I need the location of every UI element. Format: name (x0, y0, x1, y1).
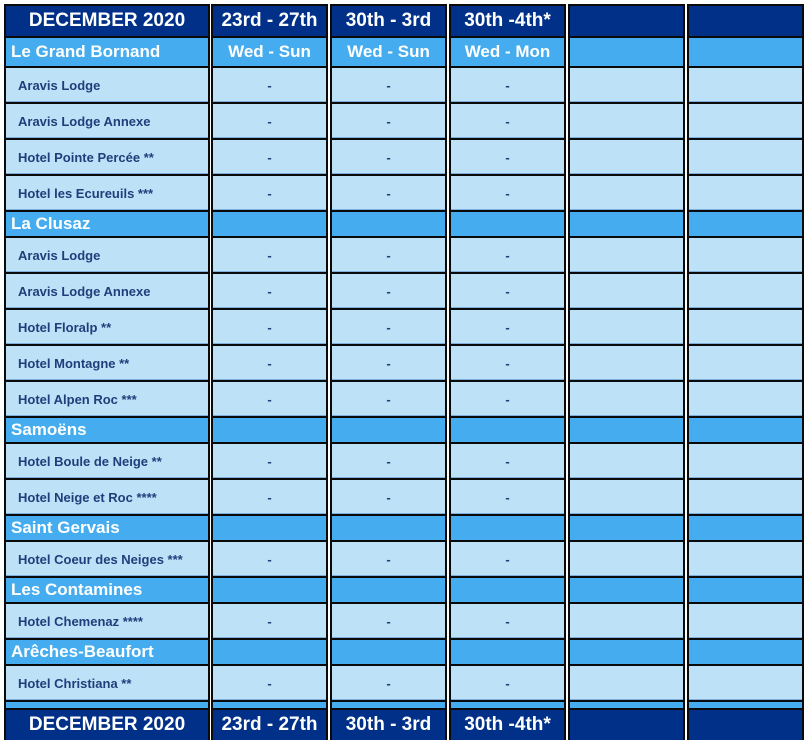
availability-cell: - (451, 666, 564, 700)
availability-cell (570, 542, 683, 576)
availability-cell: - (451, 310, 564, 344)
hotel-name: Hotel Christiana ** (6, 666, 208, 700)
resort-heading-spacer (570, 578, 683, 602)
availability-cell: - (451, 382, 564, 416)
column-dates-1: 23rd - 27th (213, 6, 326, 36)
resort-heading-spacer (332, 516, 445, 540)
availability-cell: - (332, 274, 445, 308)
resort-heading-spacer (689, 418, 802, 442)
resort-heading-spacer (332, 418, 445, 442)
hotel-name: Aravis Lodge Annexe (6, 274, 208, 308)
availability-cell (689, 444, 802, 478)
availability-cell (689, 238, 802, 272)
availability-cell (689, 104, 802, 138)
availability-cell: - (213, 346, 326, 380)
availability-cell: - (451, 274, 564, 308)
hotel-name: Hotel Neige et Roc **** (6, 480, 208, 514)
hotel-name: Hotel Pointe Percée ** (6, 140, 208, 174)
availability-cell (689, 310, 802, 344)
footer-dates-1: 23rd - 27th (213, 710, 326, 740)
availability-cell (570, 310, 683, 344)
availability-cell (570, 346, 683, 380)
availability-cell: - (451, 176, 564, 210)
column-days-4 (570, 38, 683, 66)
availability-cell: - (332, 68, 445, 102)
footer-divider (451, 702, 564, 708)
resort-heading: La Clusaz (6, 212, 208, 236)
availability-cell: - (332, 480, 445, 514)
availability-cell: - (451, 346, 564, 380)
resort-heading: Samoëns (6, 418, 208, 442)
availability-cell: - (213, 68, 326, 102)
availability-cell (689, 274, 802, 308)
availability-cell: - (213, 542, 326, 576)
availability-cell (689, 346, 802, 380)
table-footer-title: DECEMBER 2020 (6, 710, 208, 740)
resort-heading: Le Grand Bornand (6, 38, 208, 66)
availability-cell: - (213, 382, 326, 416)
resort-heading-spacer (689, 212, 802, 236)
resort-heading-spacer (570, 640, 683, 664)
availability-cell (570, 480, 683, 514)
column-dates-2: 30th - 3rd (332, 6, 445, 36)
availability-cell (689, 604, 802, 638)
date-column-1 (211, 4, 328, 740)
resort-heading-spacer (451, 418, 564, 442)
resort-heading-spacer (689, 578, 802, 602)
resort-heading-spacer (570, 418, 683, 442)
resort-heading-spacer (451, 516, 564, 540)
hotel-name: Aravis Lodge (6, 238, 208, 272)
table-title: DECEMBER 2020 (6, 6, 208, 36)
date-column-5 (687, 4, 804, 740)
footer-dates-5 (689, 710, 802, 740)
resort-heading-spacer (213, 640, 326, 664)
resort-heading-spacer (451, 212, 564, 236)
resort-heading-spacer (570, 212, 683, 236)
availability-cell (689, 382, 802, 416)
resort-heading: Arêches-Beaufort (6, 640, 208, 664)
availability-cell: - (213, 104, 326, 138)
hotel-name: Hotel les Ecureuils *** (6, 176, 208, 210)
footer-divider (213, 702, 326, 708)
availability-cell: - (213, 444, 326, 478)
availability-cell (689, 68, 802, 102)
availability-cell (570, 444, 683, 478)
resort-heading-spacer (213, 418, 326, 442)
availability-cell: - (332, 104, 445, 138)
column-dates-3: 30th -4th* (451, 6, 564, 36)
availability-cell: - (332, 382, 445, 416)
column-dates-5 (689, 6, 802, 36)
availability-cell (570, 176, 683, 210)
resort-heading-spacer (570, 516, 683, 540)
availability-cell: - (213, 666, 326, 700)
availability-cell: - (213, 310, 326, 344)
resort-heading-spacer (451, 640, 564, 664)
footer-dates-4 (570, 710, 683, 740)
hotel-name: Hotel Coeur des Neiges *** (6, 542, 208, 576)
footer-dates-3: 30th -4th* (451, 710, 564, 740)
resort-heading-spacer (689, 640, 802, 664)
resort-heading: Saint Gervais (6, 516, 208, 540)
availability-cell (570, 140, 683, 174)
availability-cell: - (332, 346, 445, 380)
footer-divider (689, 702, 802, 708)
availability-cell (689, 140, 802, 174)
availability-cell: - (332, 666, 445, 700)
hotel-name: Hotel Chemenaz **** (6, 604, 208, 638)
availability-cell (689, 480, 802, 514)
hotel-name: Aravis Lodge Annexe (6, 104, 208, 138)
availability-cell: - (213, 274, 326, 308)
resort-heading-spacer (332, 212, 445, 236)
resort-heading: Les Contamines (6, 578, 208, 602)
availability-cell: - (451, 104, 564, 138)
availability-cell: - (451, 444, 564, 478)
availability-cell: - (213, 604, 326, 638)
resort-heading-spacer (451, 578, 564, 602)
resort-heading-spacer (332, 640, 445, 664)
footer-dates-2: 30th - 3rd (332, 710, 445, 740)
resort-heading-spacer (213, 212, 326, 236)
hotel-name: Hotel Boule de Neige ** (6, 444, 208, 478)
availability-cell (570, 238, 683, 272)
availability-cell: - (213, 480, 326, 514)
availability-cell (570, 68, 683, 102)
column-days-5 (689, 38, 802, 66)
footer-divider (332, 702, 445, 708)
resort-heading-spacer (689, 516, 802, 540)
availability-cell (689, 666, 802, 700)
availability-cell: - (451, 604, 564, 638)
availability-cell: - (332, 444, 445, 478)
availability-cell: - (451, 480, 564, 514)
availability-cell: - (451, 140, 564, 174)
availability-cell (570, 604, 683, 638)
availability-cell (570, 274, 683, 308)
availability-cell: - (451, 238, 564, 272)
hotel-name: Aravis Lodge (6, 68, 208, 102)
column-days-2: Wed - Sun (332, 38, 445, 66)
hotel-name: Hotel Montagne ** (6, 346, 208, 380)
date-column-2 (330, 4, 447, 740)
hotel-name-column (4, 4, 210, 740)
hotel-name: Hotel Alpen Roc *** (6, 382, 208, 416)
availability-cell: - (332, 604, 445, 638)
column-dates-4 (570, 6, 683, 36)
availability-cell: - (332, 542, 445, 576)
footer-divider (570, 702, 683, 708)
date-column-4 (568, 4, 685, 740)
availability-cell: - (213, 176, 326, 210)
availability-cell: - (332, 176, 445, 210)
availability-cell (570, 666, 683, 700)
availability-cell (570, 104, 683, 138)
availability-cell (689, 176, 802, 210)
resort-heading-spacer (213, 516, 326, 540)
availability-cell: - (332, 140, 445, 174)
availability-cell (570, 382, 683, 416)
resort-heading-spacer (332, 578, 445, 602)
resort-heading-spacer (213, 578, 326, 602)
availability-cell: - (451, 542, 564, 576)
availability-cell: - (332, 310, 445, 344)
date-column-3 (449, 4, 566, 740)
availability-cell: - (213, 238, 326, 272)
availability-cell: - (213, 140, 326, 174)
availability-cell (689, 542, 802, 576)
hotel-name: Hotel Floralp ** (6, 310, 208, 344)
availability-cell: - (332, 238, 445, 272)
column-days-3: Wed - Mon (451, 38, 564, 66)
availability-cell: - (451, 68, 564, 102)
footer-divider (6, 702, 208, 708)
column-days-1: Wed - Sun (213, 38, 326, 66)
